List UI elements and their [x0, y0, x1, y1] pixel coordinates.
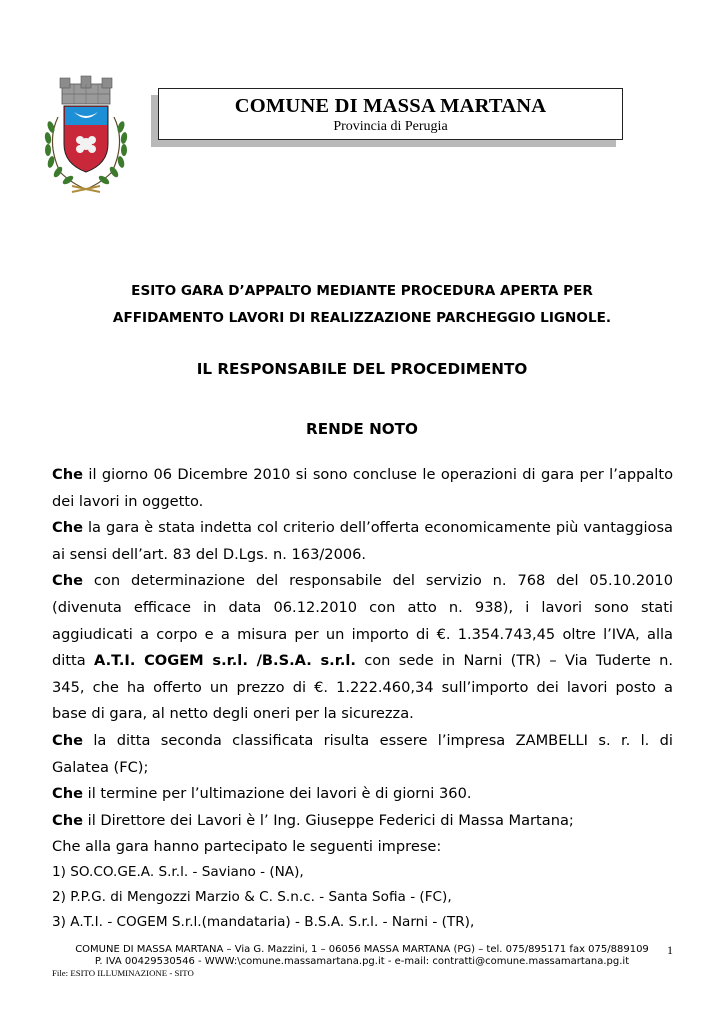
rende-noto-heading: RENDE NOTO	[306, 420, 418, 438]
esito-heading-line1: ESITO GARA D’APPALTO MEDIANTE PROCEDURA APERTA PER	[131, 283, 593, 299]
footer-address: COMUNE DI MASSA MARTANA – Via G. Mazzini, 1 – 06056 MASSA MARTANA (PG) – tel. 075/895171 fax 075/889109	[75, 944, 649, 955]
text-span: con determinazione del responsabile del servizio n. 768 del 05.10.2010	[83, 572, 673, 589]
text-span: il giorno 06 Dicembre 2010 si sono concluse le operazioni di gara per l’appalto	[83, 466, 673, 483]
winning-company: A.T.I. COGEM s.r.l. /B.S.A. s.r.l.	[94, 652, 356, 669]
page-subtitle: Provincia di Perugia	[333, 119, 448, 134]
paragraph-line: aggiudicati a corpo e a misura per un importo di €. 1.354.743,45 oltre l’IVA, alla	[52, 626, 673, 643]
text-span: ditta	[52, 652, 94, 669]
shield-icon	[64, 106, 108, 172]
paragraph-line	[52, 466, 673, 483]
list-item: 1) SO.CO.GE.A. S.r.l. - Saviano - (NA),	[52, 864, 304, 880]
paragraph-line	[52, 785, 673, 802]
municipality-header	[158, 88, 623, 140]
paragraph-line: base di gara, al netto degli oneri per la sicurezza.	[52, 705, 414, 722]
text-span: con sede in Narni (TR) – Via Tuderte n.	[355, 652, 673, 669]
paragraph-line: Che alla gara hanno partecipato le seguenti imprese:	[52, 838, 442, 855]
paragraph-line: ai sensi dell’art. 83 del D.Lgs. n. 163/2006.	[52, 546, 367, 563]
text-span: il Direttore dei Lavori è l’ Ing. Giuseppe Federici di Massa Martana;	[83, 812, 574, 829]
text-span: la gara è stata indetta col criterio dell’offerta economicamente più vantaggiosa	[83, 519, 673, 536]
che-keyword: Che	[52, 466, 83, 483]
footer-contacts: P. IVA 00429530546 - WWW:\comune.massamartana.pg.it - e-mail: contratti@comune.massamartana.pg.it	[94, 956, 630, 967]
municipal-crest-icon	[38, 72, 134, 198]
paragraph-line	[52, 732, 673, 749]
text-span: il termine per l’ultimazione dei lavori è di giorni 360.	[83, 785, 472, 802]
crown-icon	[60, 76, 112, 104]
esito-heading-line2: AFFIDAMENTO LAVORI DI REALIZZAZIONE PARCHEGGIO LIGNOLE.	[112, 310, 612, 326]
paragraph-line: Galatea (FC);	[52, 759, 149, 776]
list-item: 3) A.T.I. - COGEM S.r.l.(mandataria) - B.S.A. S.r.l. - Narni - (TR),	[52, 914, 475, 930]
list-item: 2) P.P.G. di Mengozzi Marzio & C. S.n.c. - Santa Sofia - (FC),	[52, 889, 452, 905]
paragraph-line	[52, 519, 673, 536]
file-label: File: ESITO ILLUMINAZIONE - SITO	[52, 968, 194, 978]
page-number: 1	[667, 943, 673, 957]
paragraph-line	[52, 652, 673, 669]
paragraph-line: 345, che ha offerto un prezzo di €. 1.222.460,34 sull’importo dei lavori posto a	[52, 679, 673, 696]
che-keyword: Che	[52, 572, 83, 589]
paragraph-line	[52, 572, 673, 589]
che-keyword: Che	[52, 519, 83, 536]
paragraph-line	[52, 812, 673, 829]
text-span: la ditta seconda classificata risulta essere l’impresa ZAMBELLI s. r. l. di	[83, 732, 673, 749]
che-keyword: Che	[52, 732, 83, 749]
responsabile-heading: IL RESPONSABILE DEL PROCEDIMENTO	[196, 360, 528, 378]
paragraph-line: dei lavori in oggetto.	[52, 493, 204, 510]
paragraph-line: (divenuta efficace in data 06.12.2010 con atto n. 938), i lavori sono stati	[52, 599, 673, 616]
page-title: COMUNE DI MASSA MARTANA	[234, 95, 547, 117]
che-keyword: Che	[52, 812, 83, 829]
che-keyword: Che	[52, 785, 83, 802]
